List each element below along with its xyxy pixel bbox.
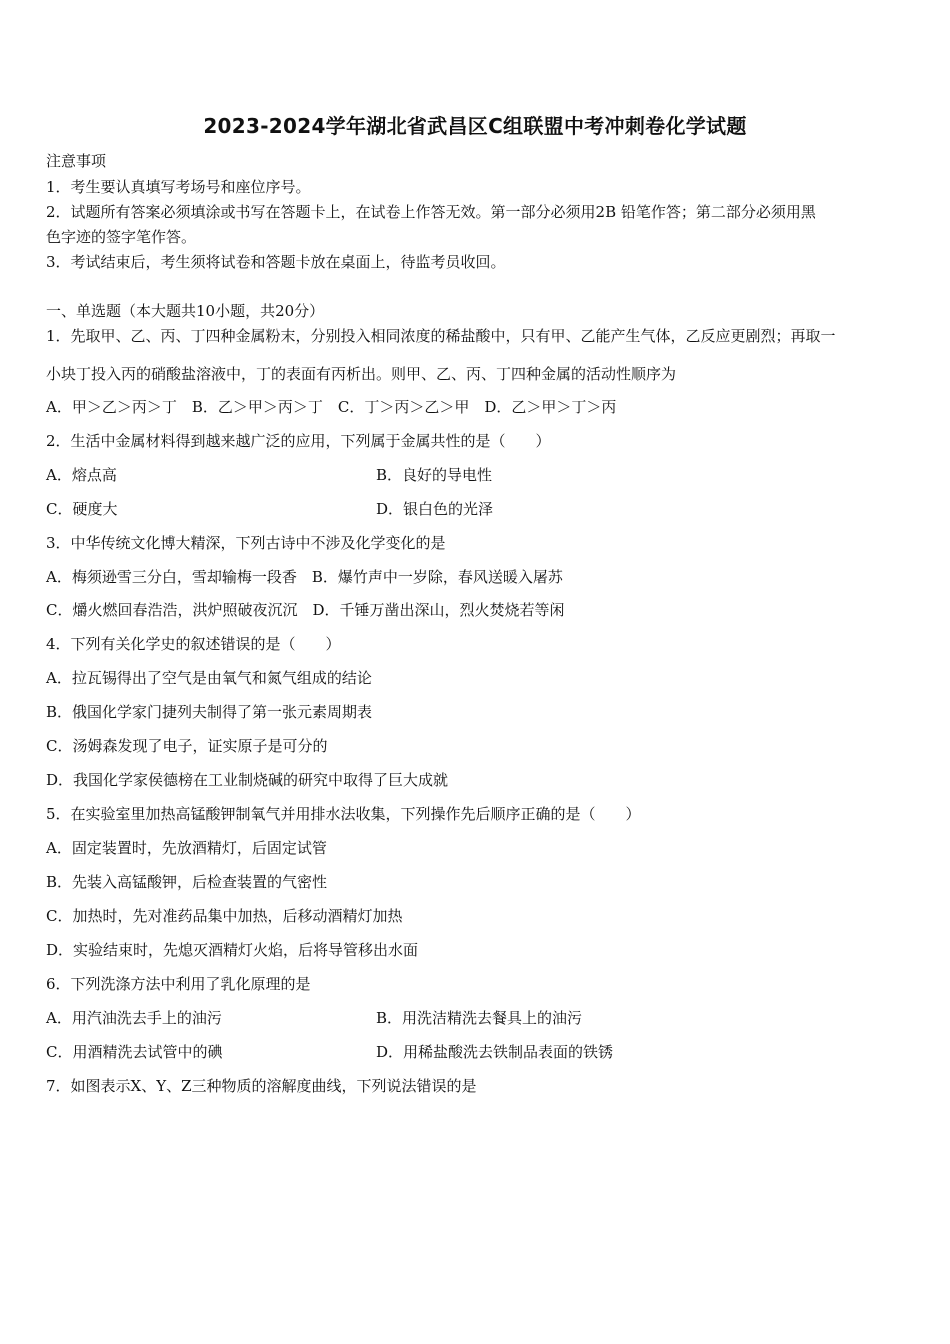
q3-stem: 3．中华传统文化博大精深，下列古诗中不涉及化学变化的是 bbox=[46, 534, 446, 552]
q6-option-d: D．用稀盐酸洗去铁制品表面的铁锈 bbox=[376, 1043, 614, 1061]
q5-option-c: C．加热时，先对准药品集中加热，后移动酒精灯加热 bbox=[46, 907, 403, 925]
q1-stem-line-1: 1．先取甲、乙、丙、丁四种金属粉末，分别投入相同浓度的稀盐酸中，只有甲、乙能产生气体，乙反应更剧烈；再取一 bbox=[46, 327, 836, 345]
q7-stem: 7．如图表示X、Y、Z三种物质的溶解度曲线，下列说法错误的是 bbox=[46, 1077, 477, 1095]
q6-option-c: C．用酒精洗去试管中的碘 bbox=[46, 1043, 223, 1061]
q2-option-c: C．硬度大 bbox=[46, 500, 118, 518]
q2-stem: 2．生活中金属材料得到越来越广泛的应用，下列属于金属共性的是（ ） bbox=[46, 432, 551, 450]
q4-option-d: D．我国化学家侯德榜在工业制烧碱的研究中取得了巨大成就 bbox=[46, 771, 449, 789]
q4-option-c: C．汤姆森发现了电子，证实原子是可分的 bbox=[46, 737, 328, 755]
exam-title: 2023-2024学年湖北省武昌区C组联盟中考冲刺卷化学试题 bbox=[203, 114, 747, 138]
notice-item-2-cont: 色字迹的签字笔作答。 bbox=[46, 228, 197, 246]
notice-item-2: 2．试题所有答案必须填涂或书写在答题卡上，在试卷上作答无效。第一部分必须用2B 铅笔作答；第二部分必须用黑 bbox=[46, 203, 816, 221]
q4-option-b: B．俄国化学家门捷列夫制得了第一张元素周期表 bbox=[46, 703, 373, 721]
q1-options: A．甲＞乙＞丙＞丁 B．乙＞甲＞丙＞丁 C．丁＞丙＞乙＞甲 D．乙＞甲＞丁＞丙 bbox=[46, 398, 617, 416]
q3-options-line-2: C．爝火燃回春浩浩，洪炉照破夜沉沉 D．千锤万凿出深山，烈火焚烧若等闲 bbox=[46, 601, 565, 619]
q3-options-line-1: A．梅须逊雪三分白，雪却输梅一段香 B．爆竹声中一岁除，春风送暖入屠苏 bbox=[46, 568, 563, 586]
notice-item-1: 1．考生要认真填写考场号和座位序号。 bbox=[46, 178, 311, 196]
section-heading: 一、单选题（本大题共10小题，共20分） bbox=[46, 302, 325, 320]
q2-option-d: D．银白色的光泽 bbox=[376, 500, 494, 518]
q2-option-a: A．熔点高 bbox=[46, 466, 117, 484]
q6-option-b: B．用洗洁精洗去餐具上的油污 bbox=[376, 1009, 583, 1027]
q5-option-a: A．固定装置时，先放酒精灯，后固定试管 bbox=[46, 839, 327, 857]
q6-stem: 6．下列洗涤方法中利用了乳化原理的是 bbox=[46, 975, 311, 993]
q2-option-b: B．良好的导电性 bbox=[376, 466, 493, 484]
q5-stem: 5．在实验室里加热高锰酸钾制氧气并用排水法收集，下列操作先后顺序正确的是（ ） bbox=[46, 805, 641, 823]
q6-option-a: A．用汽油洗去手上的油污 bbox=[46, 1009, 222, 1027]
q5-option-d: D．实验结束时，先熄灭酒精灯火焰，后将导管移出水面 bbox=[46, 941, 419, 959]
q4-option-a: A．拉瓦锡得出了空气是由氧气和氮气组成的结论 bbox=[46, 669, 372, 687]
q5-option-b: B．先装入高锰酸钾，后检查装置的气密性 bbox=[46, 873, 328, 891]
q1-stem-line-2: 小块丁投入丙的硝酸盐溶液中，丁的表面有丙析出。则甲、乙、丙、丁四种金属的活动性顺序为 bbox=[46, 365, 677, 383]
notice-item-3: 3．考试结束后，考生须将试卷和答题卡放在桌面上，待监考员收回。 bbox=[46, 253, 506, 271]
notice-heading: 注意事项 bbox=[46, 152, 107, 170]
q4-stem: 4．下列有关化学史的叙述错误的是（ ） bbox=[46, 635, 341, 653]
